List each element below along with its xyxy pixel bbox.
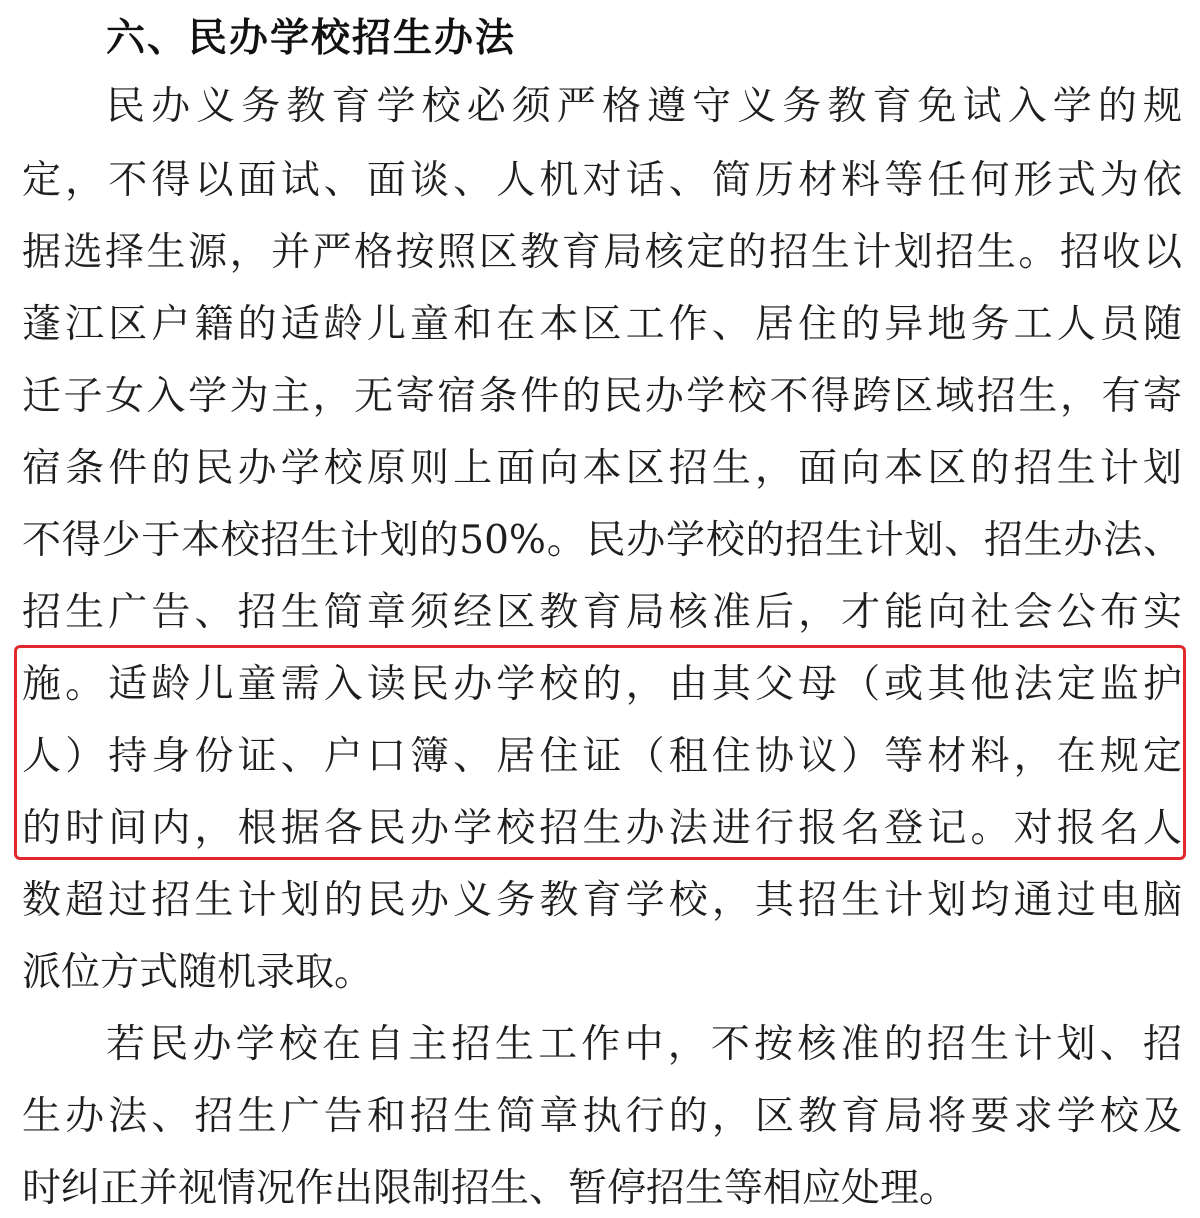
paragraph1-line-10: 人）持身份证、户口簿、居住证（租住协议）等材料，在规定 — [22, 734, 1182, 779]
paragraph1-line-4: 蓬江区户籍的适龄儿童和在本区工作、居住的异地务工人员随 — [22, 302, 1182, 347]
paragraph1-line-5: 迁子女入学为主，无寄宿条件的民办学校不得跨区域招生，有寄 — [22, 374, 1182, 419]
paragraph1-line-1: 民办义务教育学校必须严格遵守义务教育免试入学的规 — [106, 84, 1182, 129]
paragraph1-line-9: 施。适龄儿童需入读民办学校的，由其父母（或其他法定监护 — [22, 662, 1182, 707]
paragraph1-line-12: 数超过招生计划的民办义务教育学校，其招生计划均通过电脑 — [22, 878, 1182, 923]
paragraph1-line-2: 定，不得以面试、面谈、人机对话、简历材料等任何形式为依 — [22, 158, 1182, 203]
red-highlight-box — [14, 645, 1186, 860]
paragraph2-line-2: 生办法、招生广告和招生简章执行的，区教育局将要求学校及 — [22, 1094, 1182, 1139]
paragraph2-line-1: 若民办学校在自主招生工作中，不按核准的招生计划、招 — [106, 1022, 1182, 1067]
paragraph1-line-3: 据选择生源，并严格按照区教育局核定的招生计划招生。招收以 — [22, 230, 1182, 275]
paragraph1-line-8: 招生广告、招生简章须经区教育局核准后，才能向社会公布实 — [22, 590, 1182, 635]
section-heading: 六、民办学校招生办法 — [106, 16, 517, 61]
paragraph1-line-6: 宿条件的民办学校原则上面向本区招生，面向本区的招生计划 — [22, 446, 1182, 491]
paragraph1-line-11: 的时间内，根据各民办学校招生办法进行报名登记。对报名人 — [22, 806, 1182, 851]
paragraph2-line-3: 时纠正并视情况作出限制招生、暂停招生等相应处理。 — [22, 1166, 959, 1211]
paragraph1-line-7: 不得少于本校招生计划的50%。民办学校的招生计划、招生办法、 — [22, 518, 1182, 563]
paragraph1-line-13: 派位方式随机录取。 — [22, 950, 374, 995]
